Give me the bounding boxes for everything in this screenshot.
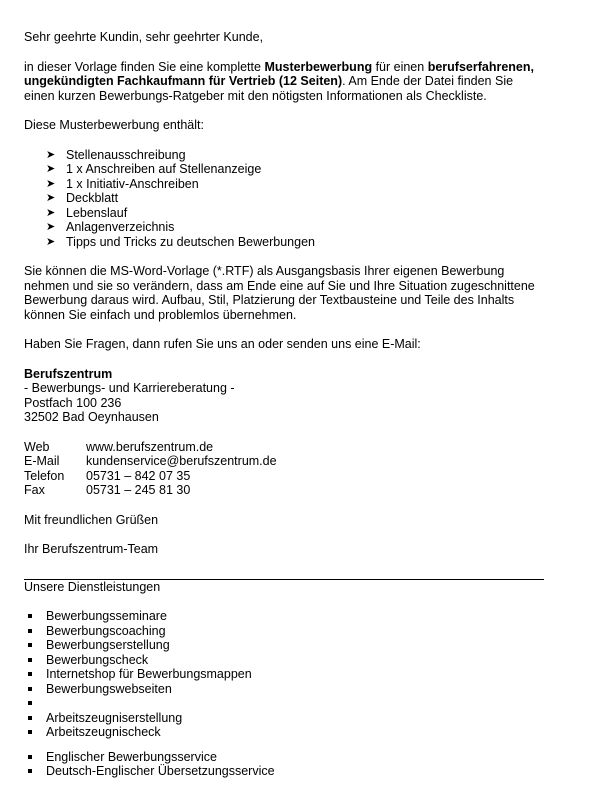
square-bullet-icon [28,658,32,662]
signature: Ihr Berufszentrum-Team [24,542,159,556]
list-item [24,148,554,163]
list-item [24,177,554,192]
list-item-label: Deutsch-Englischer Übersetzungsservice [46,764,275,778]
arrow-bullet-icon: ➤ [46,235,56,248]
phone-number: 05731 – 842 07 35 [86,468,191,483]
list-item [24,653,554,668]
contents-list [24,148,554,250]
list-item-label: Lebenslauf [66,205,128,220]
list-item [24,191,554,206]
list-item [24,764,554,779]
list-item-label: Bewerbungscoaching [46,623,166,638]
list-item [24,162,554,177]
contact-label: Web [24,439,50,454]
square-bullet-icon [28,716,32,720]
contact-label: Fax [24,483,45,497]
list-item-label: Deckblatt [66,191,119,205]
company-city: 32502 Bad Oeynhausen [24,410,159,424]
square-bullet-icon [28,755,32,759]
list-item [24,206,554,221]
list-item-label: Bewerbungswebseiten [46,681,172,696]
list-item [24,235,554,250]
list-item [24,624,554,639]
contact-row-email [24,454,554,469]
company-street: Postfach 100 236 [24,395,122,410]
questions-line: Haben Sie Fragen, dann rufen Sie uns an oder senden uns eine E-Mail: [24,337,421,351]
list-item-label: 1 x Initiativ-Anschreiben [66,176,199,191]
list-item [24,638,554,653]
list-item-label: 1 x Anschreiben auf Stellenanzeige [66,162,262,176]
email-link[interactable]: kundenservice@berufszentrum.de [86,454,277,468]
contact-row-phone [24,469,554,484]
web-link[interactable]: www.berufszentrum.de [86,439,214,454]
intro-bold-1: Musterbewerbung [264,59,373,74]
services-list [24,609,554,740]
services-list-secondary [24,750,554,779]
fax-number: 05731 – 245 81 30 [86,483,191,497]
arrow-bullet-icon: ➤ [46,148,56,161]
services-heading: Unsere Dienstleistungen [24,579,161,594]
usage-line: Bewerbung daraus wird. Aufbau, Stil, Platzierung der Textbausteine und Teile des Inhalts [24,293,515,307]
list-item [24,711,554,726]
list-item-label: Internetshop für Bewerbungsmappen [46,667,252,681]
contact-label: Telefon [24,468,65,483]
square-bullet-icon [28,629,32,633]
list-item [24,725,554,740]
arrow-bullet-icon: ➤ [46,206,56,219]
list-item [24,682,554,697]
contact-table [24,440,554,498]
company-address [24,367,554,425]
list-item-label: Anlagenverzeichnis [66,220,175,234]
arrow-bullet-icon: ➤ [46,192,56,204]
square-bullet-icon [28,701,32,705]
usage-line: nehmen und sie so verändern, dass am Ende eine auf Sie und Ihre Situation zugeschnittene [24,278,535,293]
square-bullet-icon [28,769,32,773]
square-bullet-icon [28,730,32,734]
intro-bold-2: berufserfahrenen, [427,59,534,74]
list-item [24,696,554,711]
list-item-label: Bewerbungscheck [46,652,149,667]
usage-line: Sie können die MS-Word-Vorlage (*.RTF) als Ausgangsbasis Ihrer eigenen Bewerbung [24,264,505,278]
intro-text-3: . Am Ende der Datei finden Sie [342,74,514,88]
list-item-label: Arbeitszeugniserstellung [46,710,183,725]
square-bullet-icon [28,687,32,691]
document-page [24,30,554,779]
arrow-bullet-icon: ➤ [46,177,56,190]
intro-paragraph [24,60,554,104]
company-name: Berufszentrum [24,366,113,381]
list-item [24,667,554,682]
list-item-label: Bewerbungserstellung [46,638,170,652]
list-item-label: Bewerbungsseminare [46,609,167,623]
list-item-label: Arbeitszeugnischeck [46,725,161,739]
contact-label: E-Mail [24,454,60,468]
arrow-bullet-icon: ➤ [46,163,56,175]
list-item-label: Tipps und Tricks zu deutschen Bewerbungen [66,234,315,249]
square-bullet-icon [28,643,32,647]
closing: Mit freundlichen Grüßen [24,512,159,527]
contact-row-web [24,440,554,455]
intro-text-1: in dieser Vorlage finden Sie eine komplette [24,59,265,74]
usage-line: können Sie einfach und problemlos übernehmen. [24,307,297,322]
list-item [24,609,554,624]
list-item [24,750,554,765]
usage-paragraph [24,264,554,322]
greeting: Sehr geehrte Kundin, sehr geehrter Kunde, [24,30,264,44]
contact-row-fax [24,483,554,498]
list-item [24,220,554,235]
square-bullet-icon [28,614,32,618]
list-item-label: Stellenausschreibung [66,147,186,162]
company-tagline: - Bewerbungs- und Karriereberatung - [24,381,235,395]
contents-heading: Diese Musterbewerbung enthält: [24,118,204,132]
arrow-bullet-icon: ➤ [46,221,56,233]
intro-bold-3: ungekündigten Fachkaufmann für Vertrieb (12 Seiten) [24,74,343,88]
list-item-label: Englischer Bewerbungsservice [46,749,217,764]
square-bullet-icon [28,672,32,676]
intro-text-2: für einen [372,59,428,74]
intro-text-4: einen kurzen Bewerbungs-Ratgeber mit den nötigsten Informationen als Checkliste. [24,88,487,103]
